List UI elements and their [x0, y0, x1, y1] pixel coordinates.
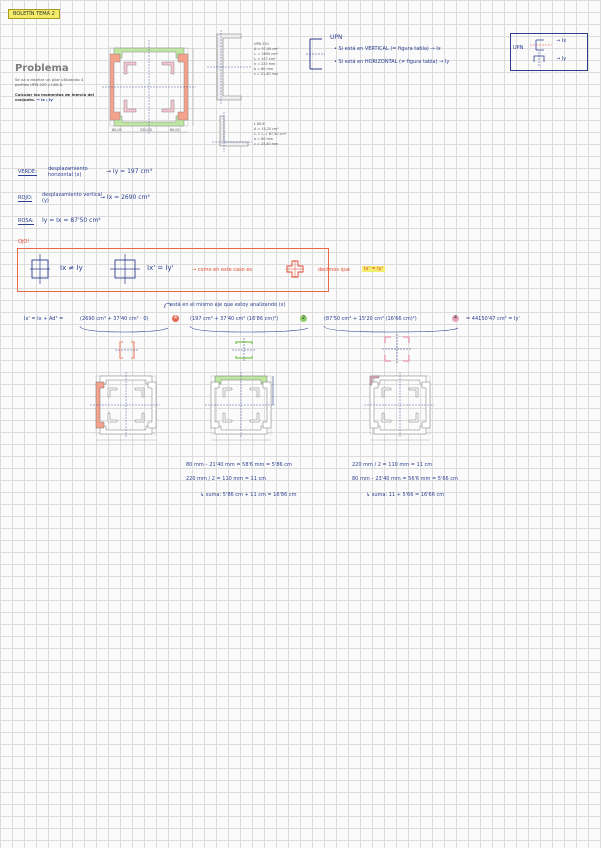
pink-profile-sketch — [382, 334, 412, 364]
eq-braces — [0, 300, 600, 340]
problem-task-arrow: → Ix ; Iy — [36, 97, 53, 102]
upn-spec-line: Iᵧ = 197 cm⁴ — [254, 57, 276, 61]
upn-notes-line1: • Si está en VERTICAL (= figura tabla) → Ix — [334, 46, 441, 52]
ojo-square-sym-icon — [110, 254, 140, 284]
legend-verde-text: desplazamiento horizontal (x) — [48, 166, 88, 178]
upn-notes-line2: • Si está en HORIZONTAL (≠ figura tabla) → Iy — [334, 59, 450, 65]
l-spec-title: L 80.8 — [254, 122, 265, 126]
l-profile-drawing — [212, 112, 252, 152]
eq-n2: 2 — [301, 315, 306, 321]
eq-result: = 44150'47 cm⁴ = Iy' — [466, 316, 520, 322]
legend-rosa-result: Iy = Ix = 87'50 cm⁴ — [42, 217, 101, 224]
section-diagram-red — [90, 372, 160, 444]
upn-spec-line: b = 80 mm — [254, 67, 274, 71]
pillar-section-figure — [100, 40, 200, 140]
upn-spec-line: c = 21,40 mm — [254, 72, 279, 76]
legend-rojo-label: ROJO: — [18, 195, 33, 201]
dim-b: 220,00 — [140, 128, 152, 132]
calc-green-line1: 80 mm – 21'40 mm = 58'6 mm = 5'86 cm — [186, 462, 292, 468]
upn-box-ix: → Ix — [556, 38, 567, 44]
problem-text: Se va a diseñar un pilar utilizando 4 perfiles UPN 220 y L80.8. — [15, 77, 84, 87]
green-profile-sketch — [232, 338, 256, 362]
eq-annotation: está en el mismo eje que estoy analizando (x) — [170, 302, 286, 308]
upn-notes-title: UPN — [330, 34, 343, 41]
legend-verde-result: → Iy = 197 cm⁴ — [106, 168, 153, 175]
upn-spec-title: UPN 220 — [254, 42, 269, 46]
eq-start: Ix' = Ix + Ad² = — [24, 316, 64, 322]
upn-spec-line: h = 220 mm — [254, 62, 276, 66]
ojo-right-eq: Ix' = Iy' — [147, 264, 174, 272]
ojo-highlight: Ix' = Iy' — [364, 266, 383, 272]
problem-task — [15, 92, 95, 102]
calc-pink-line3: ↳ suma: 11 + 5'66 = 16'66 cm — [366, 492, 445, 498]
upn-spec-line: A = 37,40 cm² — [254, 47, 279, 51]
l-spec-line: Iₓ = Iᵧ = 87,50 cm⁴ — [254, 132, 287, 136]
dim-c: 80,00 — [170, 128, 180, 132]
ojo-note2: decimos que — [318, 267, 350, 273]
l-spec-line: A = 15,20 cm² — [254, 127, 279, 131]
eq-n3: 4 — [453, 315, 458, 321]
upn-spec-line: Iₓ = 2690 cm⁴ — [254, 52, 278, 56]
ojo-highlight-wrap — [362, 266, 385, 272]
section-diagram-green — [205, 372, 280, 444]
legend-rojo-text: desplazamiento vertical (y) — [42, 192, 102, 204]
header-tag: BOLETÍN TEMA 2 — [8, 9, 60, 19]
ojo-cross-icon — [286, 260, 304, 278]
problem-task-text: Calcular los momentos de inercia del conjunto. — [15, 92, 95, 102]
calc-pink-line2: 80 mm – 23'40 mm = 56'6 mm = 5'66 cm — [352, 476, 458, 482]
legend-rojo-result: → Ix = 2690 cm⁴ — [100, 194, 150, 201]
upn-sketch-icon — [304, 35, 326, 75]
ojo-left-eq: Ix ≠ Iy — [60, 264, 83, 272]
dim-a: 80,00 — [112, 128, 122, 132]
upn-profile-drawing — [207, 30, 252, 105]
upn-box-sketch-icon — [530, 36, 556, 66]
l-spec-line: a = 80 mm — [254, 137, 274, 141]
eq-term1: (2690 cm⁴ + 37'40 cm² · 0) — [80, 316, 149, 322]
legend-rosa-label: ROSA: — [18, 218, 34, 224]
section-diagram-pink — [362, 370, 437, 444]
eq-term2: (197 cm⁴ + 37'40 cm² (16'86 cm)²) — [190, 316, 279, 322]
eq-term3: (87'50 cm⁴ + 15'20 cm² (16'66 cm)²) — [324, 316, 417, 322]
upn-box-label: UPN — [513, 45, 524, 51]
problem-title: Problema — [15, 63, 69, 74]
calc-pink-line1: 220 mm / 2 = 110 mm = 11 cm — [352, 462, 433, 468]
legend-verde-label: VERDE: — [18, 169, 37, 175]
calc-green-line2: 220 mm / 2 = 110 mm = 11 cm — [186, 476, 267, 482]
ojo-square-asym-icon — [30, 254, 50, 284]
red-profile-sketch — [115, 340, 139, 362]
calc-green-line3: ↳ suma: 5'86 cm + 11 cm = 16'86 cm — [200, 492, 297, 498]
l-spec-line: c = 23,40 mm — [254, 142, 279, 146]
upn-box-iy: → Iy — [556, 56, 567, 62]
eq-n1: 4 — [173, 315, 178, 321]
ojo-note: → como en este caso es — [192, 267, 252, 273]
ojo-label: OJO! — [18, 239, 30, 245]
